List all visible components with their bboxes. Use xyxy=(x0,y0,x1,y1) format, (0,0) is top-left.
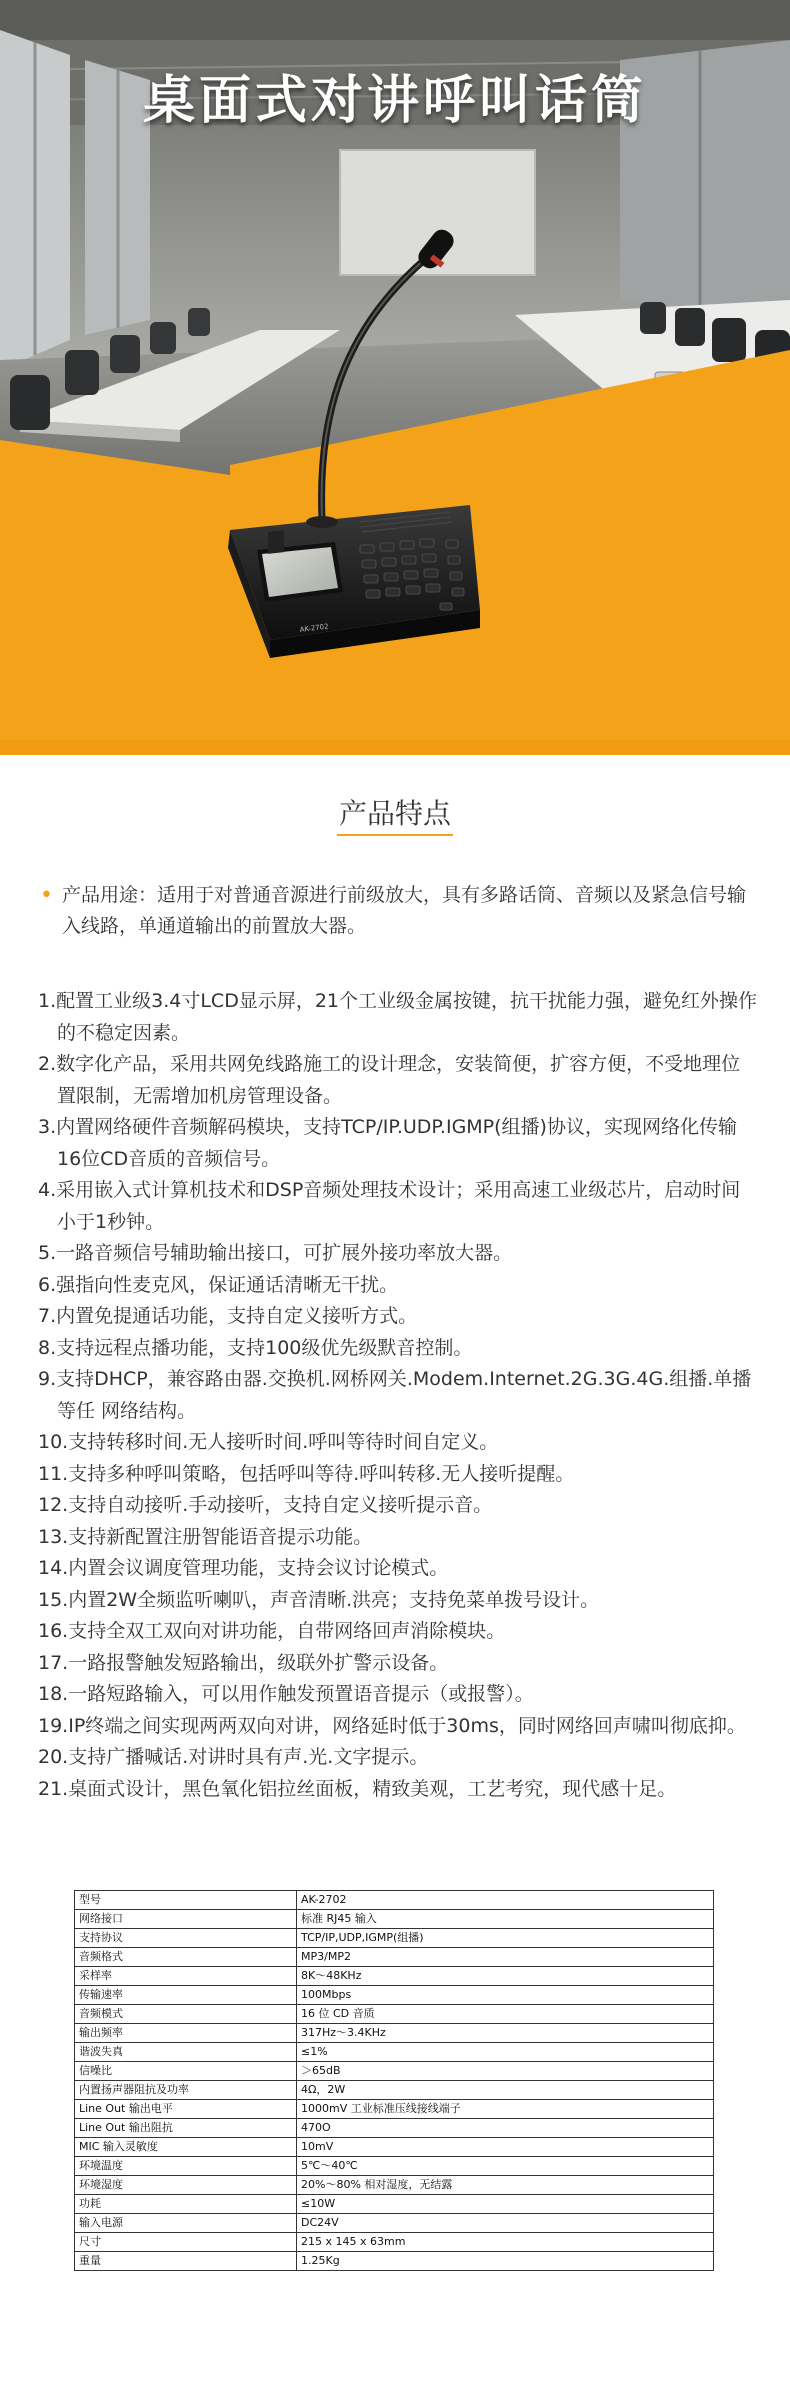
table-row xyxy=(75,2214,714,2233)
table-row xyxy=(75,2024,714,2043)
table-row xyxy=(75,1967,714,1986)
spec-value-cell: 1.25Kg xyxy=(297,2252,714,2271)
heading-underline xyxy=(337,834,453,836)
feature-item: 18.一路短路输入，可以用作触发预置语音提示（或报警）。 xyxy=(38,1683,534,1705)
spec-key-cell: 支持协议 xyxy=(75,1929,297,1948)
spec-value-cell: 10mV xyxy=(297,2138,714,2157)
spec-key-cell: 功耗 xyxy=(75,2195,297,2214)
spec-value-cell: 16 位 CD 音质 xyxy=(297,2005,714,2024)
spec-key-cell: 传输速率 xyxy=(75,1986,297,2005)
spec-key-cell: 网络接口 xyxy=(75,1910,297,1929)
table-row xyxy=(75,2043,714,2062)
spec-value-cell: MP3/MP2 xyxy=(297,1948,714,1967)
spec-key-cell: Line Out 输出阻抗 xyxy=(75,2119,297,2138)
spec-value-cell: 100Mbps xyxy=(297,1986,714,2005)
spec-value-cell: ≤10W xyxy=(297,2195,714,2214)
feature-item: 12.支持自动接听.手动接听，支持自定义接听提示音。 xyxy=(38,1494,493,1516)
table-row xyxy=(75,2062,714,2081)
spec-value-cell: 8K～48KHz xyxy=(297,1967,714,1986)
spec-value-cell: 4Ω，2W xyxy=(297,2081,714,2100)
spec-value-cell: 470O xyxy=(297,2119,714,2138)
spec-key-cell: 音频模式 xyxy=(75,2005,297,2024)
table-row xyxy=(75,2138,714,2157)
feature-item: 6.强指向性麦克风，保证通话清晰无干扰。 xyxy=(38,1273,399,1296)
usage-text: 产品用途：适用于对普通音源进行前级放大，具有多路话筒、音频以及紧急信号输入线路，单通道输出的前置放大器。 xyxy=(62,884,747,937)
spec-key-cell: 型号 xyxy=(75,1891,297,1910)
spec-value-cell: AK-2702 xyxy=(297,1891,714,1910)
product-usage xyxy=(40,880,750,942)
spec-value-cell: 317Hz～3.4KHz xyxy=(297,2024,714,2043)
spec-value-cell: 20%～80% 相对湿度，无结露 xyxy=(297,2176,714,2195)
feature-item: 3.内置网络硬件音频解码模块，支持TCP/IP.UDP.IGMP(组播)协议，实现网络化传输16位CD音质的音频信号。 xyxy=(38,1116,737,1170)
section-heading: 产品特点 xyxy=(338,797,451,830)
spec-value-cell: ＞65dB xyxy=(297,2062,714,2081)
spec-key-cell: 输入电源 xyxy=(75,2214,297,2233)
feature-item: 2.数字化产品，采用共网免线路施工的设计理念，安装简便，扩容方便，不受地理位置限制，无需增加机房管理设备。 xyxy=(38,1053,741,1107)
table-row xyxy=(75,1986,714,2005)
bullet-dot-icon: • xyxy=(40,883,53,908)
spec-value-cell: 标准 RJ45 输入 xyxy=(297,1910,714,1929)
spec-key-cell: 尺寸 xyxy=(75,2233,297,2252)
table-row xyxy=(75,2081,714,2100)
feature-item: 5.一路音频信号辅助输出接口，可扩展外接功率放大器。 xyxy=(38,1242,513,1264)
feature-item: 11.支持多种呼叫策略，包括呼叫等待.呼叫转移.无人接听提醒。 xyxy=(38,1462,575,1485)
table-row xyxy=(75,2005,714,2024)
spec-value-cell: 1000mV 工业标准压线接线端子 xyxy=(297,2100,714,2119)
spec-value-cell: TCP/IP,UDP,IGMP(组播) xyxy=(297,1929,714,1948)
device-model-label: AK-2702 xyxy=(299,622,330,634)
spec-key-cell: 环境温度 xyxy=(75,2157,297,2176)
spec-key-cell: 谐波失真 xyxy=(75,2043,297,2062)
feature-item: 4.采用嵌入式计算机技术和DSP音频处理技术设计；采用高速工业级芯片，启动时间小于1秒钟。 xyxy=(38,1179,741,1233)
table-row xyxy=(75,1929,714,1948)
spec-key-cell: 内置扬声器阻抗及功率 xyxy=(75,2081,297,2100)
spec-key-cell: 输出频率 xyxy=(75,2024,297,2043)
spec-key-cell: MIC 输入灵敏度 xyxy=(75,2138,297,2157)
feature-item: 8.支持远程点播功能，支持100级优先级默音控制。 xyxy=(38,1336,473,1359)
table-row xyxy=(75,1891,714,1910)
spec-value-cell: ≤1% xyxy=(297,2043,714,2062)
hero-banner xyxy=(0,0,790,755)
table-row xyxy=(75,2157,714,2176)
spec-key-cell: 音频格式 xyxy=(75,1948,297,1967)
feature-item: 1.配置工业级3.4寸LCD显示屏，21个工业级金属按键，抗干扰能力强，避免红外操作的不稳定因素。 xyxy=(38,990,758,1044)
table-row xyxy=(75,1948,714,1967)
feature-item: 14.内置会议调度管理功能，支持会议讨论模式。 xyxy=(38,1557,449,1579)
feature-item: 17.一路报警触发短路输出，级联外扩警示设备。 xyxy=(38,1651,449,1674)
table-row xyxy=(75,1910,714,1929)
spec-key-cell: Line Out 输出电平 xyxy=(75,2100,297,2119)
table-row xyxy=(75,2100,714,2119)
feature-item: 21.桌面式设计，黑色氧化铝拉丝面板，精致美观，工艺考究，现代感十足。 xyxy=(38,1777,677,1800)
feature-item: 7.内置免提通话功能，支持自定义接听方式。 xyxy=(38,1305,418,1327)
table-row xyxy=(75,2119,714,2138)
feature-item: 13.支持新配置注册智能语音提示功能。 xyxy=(38,1525,373,1548)
spec-value-cell: 5℃～40℃ xyxy=(297,2157,714,2176)
table-row xyxy=(75,2176,714,2195)
spec-key-cell: 信噪比 xyxy=(75,2062,297,2081)
feature-item: 20.支持广播喊话.对讲时具有声.光.文字提示。 xyxy=(38,1746,429,1768)
spec-table xyxy=(74,1890,714,2271)
spec-key-cell: 环境湿度 xyxy=(75,2176,297,2195)
features-list xyxy=(38,986,758,1805)
hero-title: 桌面式对讲呼叫话筒 xyxy=(142,71,647,131)
table-row xyxy=(75,2195,714,2214)
spec-value-cell: DC24V xyxy=(297,2214,714,2233)
feature-item: 10.支持转移时间.无人接听时间.呼叫等待时间自定义。 xyxy=(38,1431,499,1453)
feature-item: 9.支持DHCP，兼容路由器.交换机.网桥网关.Modem.Internet.2G.3G.4G.组播.单播等任 网络结构。 xyxy=(38,1368,752,1422)
feature-item: 16.支持全双工双向对讲功能，自带网络回声消除模块。 xyxy=(38,1620,506,1642)
table-row xyxy=(75,2252,714,2271)
feature-item: 19.IP终端之间实现两两双向对讲，网络延时低于30ms，同时网络回声啸叫彻底抑。 xyxy=(38,1714,746,1737)
spec-key-cell: 采样率 xyxy=(75,1967,297,1986)
spec-key-cell: 重量 xyxy=(75,2252,297,2271)
table-row xyxy=(75,2233,714,2252)
feature-item: 15.内置2W全频监听喇叭，声音清晰.洪亮；支持免菜单拨号设计。 xyxy=(38,1588,600,1611)
spec-value-cell: 215 x 145 x 63mm xyxy=(297,2233,714,2252)
